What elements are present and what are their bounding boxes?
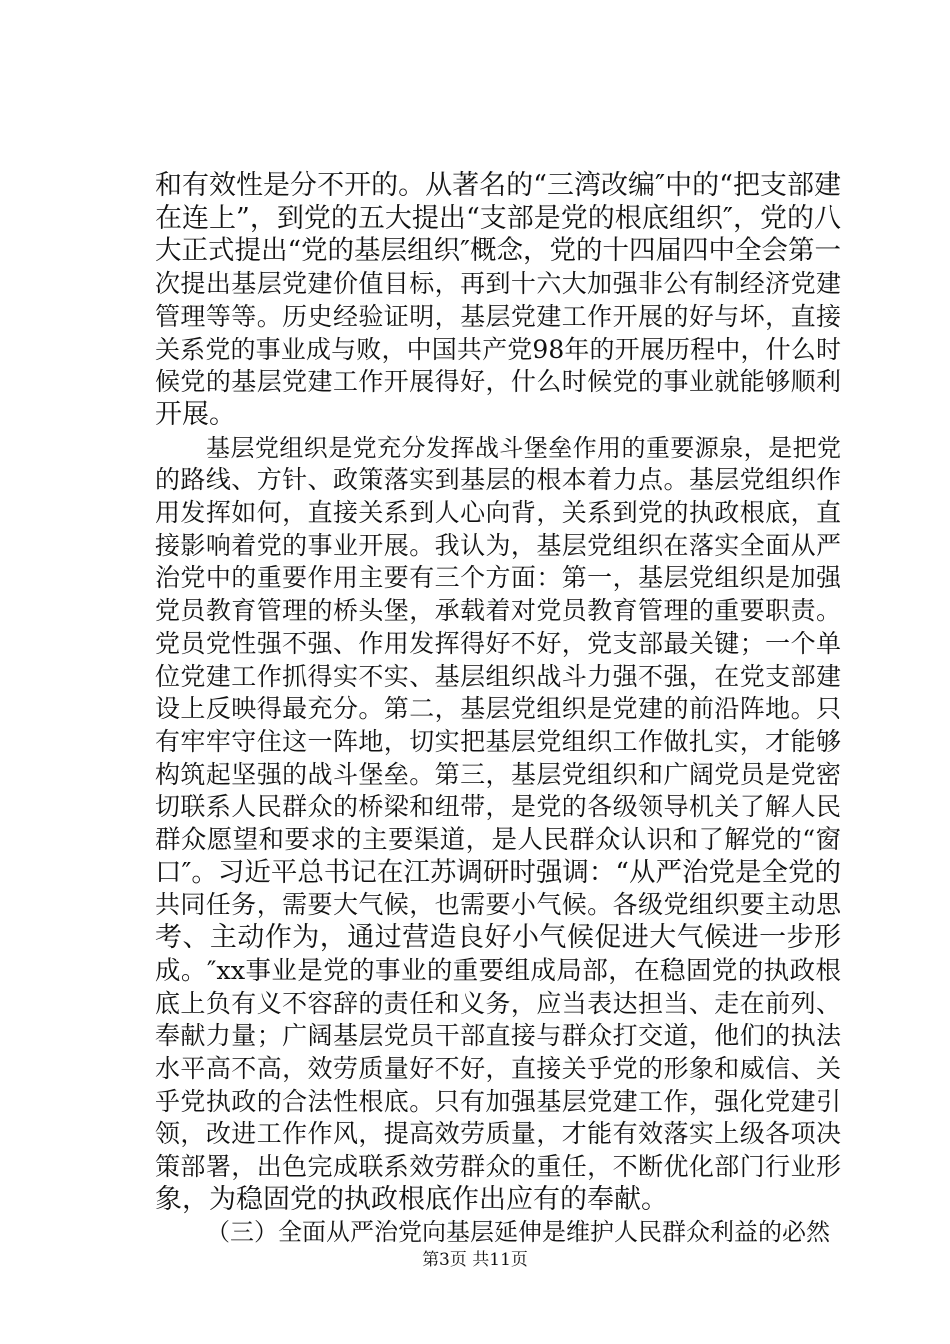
text-line: 策部署，出色完成联系效劳群众的重任，不断优化部门行业形 xyxy=(155,1152,841,1181)
text-line: 构筑起坚强的战斗堡垒。第三，基层党组织和广阔党员是党密 xyxy=(155,759,841,789)
text-line: 考、主动作为，通过营造良好小气候促进大气候进一步形 xyxy=(155,922,841,954)
text-line: 大正式提出“党的基层组织″概念，党的十四届四中全会第一 xyxy=(155,235,841,267)
text-line: 群众愿望和要求的主要渠道，是人民群众认识和了解党的“窗 xyxy=(155,825,841,855)
text-line: 开展。 xyxy=(155,398,236,430)
text-line: 口″。习近平总书记在江苏调研时强调：“从严治党是全党的 xyxy=(155,856,841,888)
text-line: 底上负有义不容辞的责任和义务，应当表达担当、走在前列、 xyxy=(155,988,841,1018)
paragraph-first-line: 基层党组织是党充分发挥战斗堡垒作用的重要源泉，是把党 xyxy=(206,433,841,462)
text-line: 用发挥如何，直接关系到人心向背，关系到党的执政根底，直 xyxy=(155,498,841,527)
text-line: 象，为稳固党的执政根底作出应有的奉献。 xyxy=(155,1183,668,1215)
text-line: 的路线、方针、政策落实到基层的根本着力点。基层党组织作 xyxy=(155,465,841,495)
text-line: 关系党的事业成与败，中国共产党98年的开展历程中，什么时 xyxy=(155,334,841,364)
text-line: 接影响着党的事业开展。我认为，基层党组织在落实全面从严 xyxy=(155,530,841,560)
text-line: 管理等等。历史经验证明，基层党建工作开展的好与坏，直接 xyxy=(155,301,841,331)
text-line: 奉献力量；广阔基层党员干部直接与群众打交道，他们的执法 xyxy=(155,1021,841,1051)
text-line: 位党建工作抓得实不实、基层组织战斗力强不强，在党支部建 xyxy=(155,661,841,691)
text-line: 成。″xx事业是党的事业的重要组成局部，在稳固党的执政根 xyxy=(155,955,841,986)
text-line: 有牢牢守住这一阵地，切实把基层党组织工作做扎实，才能够 xyxy=(155,726,841,756)
text-line: 设上反映得最充分。第二，基层党组织是党建的前沿阵地。只 xyxy=(155,694,841,724)
text-line: 切联系人民群众的桥梁和纽带，是党的各级领导机关了解人民 xyxy=(155,792,841,822)
page-footer: 第3页 共11页 xyxy=(422,1250,528,1270)
text-line: 治党中的重要作用主要有三个方面：第一，基层党组织是加强 xyxy=(155,563,841,593)
text-line: 乎党执政的合法性根底。只有加强基层党建工作，强化党建引 xyxy=(155,1086,841,1116)
text-line: 党员教育管理的桥头堡，承载着对党员教育管理的重要职责。 xyxy=(155,596,841,626)
text-line: 党员党性强不强、作用发挥得好不好，党支部最关键；一个单 xyxy=(155,628,841,658)
text-line: 领，改进工作作风，提高效劳质量，才能有效落实上级各项决 xyxy=(155,1119,841,1149)
text-line: 和有效性是分不开的。从著名的“三湾改编″中的“把支部建 xyxy=(155,170,841,201)
text-line: 次提出基层党建价值目标，再到十六大加强非公有制经济党建 xyxy=(155,269,841,299)
text-line: 候党的基层党建工作开展得好，什么时候党的事业就能够顺利 xyxy=(155,367,841,397)
text-line: 共同任务，需要大气候，也需要小气候。各级党组织要主动思 xyxy=(155,890,841,920)
text-line: 在连上”，到党的五大提出“支部是党的根底组织″，党的八 xyxy=(155,202,841,234)
text-line: 水平高不高，效劳质量好不好，直接关乎党的形象和威信、关 xyxy=(155,1053,841,1083)
paragraph-first-line: （三）全面从严治党向基层延伸是维护人民群众利益的必然 xyxy=(206,1218,830,1247)
